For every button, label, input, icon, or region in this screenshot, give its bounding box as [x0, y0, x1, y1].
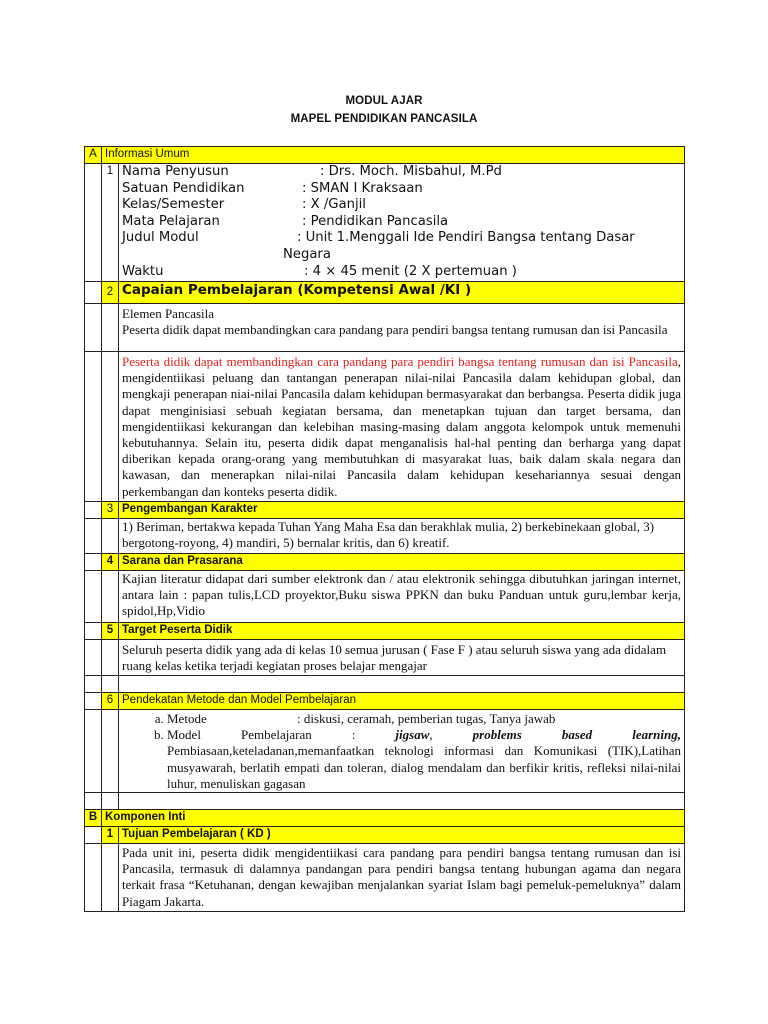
- capaian-header-row: [85, 282, 685, 304]
- item-number: 1: [102, 827, 119, 844]
- info-row-class: [122, 197, 681, 214]
- karakter-text: 1) Beriman, bertakwa kepada Tuhan Yang Maha Esa dan berakhlak mulia, 2) berkebinekaan global, 3) bergotong-royong, 4) mandiri, 5) bernalar kritis, dan 6) kreatif.: [119, 519, 685, 554]
- info-value: : Drs. Moch. Misbahul, M.Pd: [320, 164, 502, 179]
- section-b-title: Komponen Inti: [102, 810, 685, 827]
- section-a-header-row: [85, 147, 685, 164]
- item-number: 6: [102, 693, 119, 710]
- info-row-school: [122, 181, 681, 198]
- capaian-paragraph-row: [85, 352, 685, 502]
- info-value: Negara: [283, 246, 331, 262]
- tujuan-header-row: [85, 827, 685, 844]
- target-title: Target Peserta Didik: [119, 623, 685, 640]
- metode-item: [167, 711, 681, 727]
- elemen-row: [85, 304, 685, 352]
- section-b-header-row: [85, 810, 685, 827]
- info-label: Kelas/Semester: [122, 197, 225, 213]
- general-info-row: [85, 164, 685, 282]
- general-info-block: [119, 164, 685, 282]
- elemen-description: Peserta didik dapat membandingkan cara pandang para pendiri bangsa tentang rumusan dan isi Pancasila: [122, 322, 668, 338]
- item-number: 2: [102, 282, 119, 304]
- target-row: [85, 640, 685, 676]
- tujuan-row: [85, 844, 685, 912]
- info-row-subject: [122, 214, 681, 231]
- item-number: 1: [102, 164, 119, 282]
- sarana-row: [85, 571, 685, 623]
- capaian-paragraph: [119, 352, 685, 502]
- pendekatan-header-row: [85, 693, 685, 710]
- elemen-title: Elemen Pancasila: [122, 306, 215, 321]
- info-row-time: [122, 264, 681, 281]
- module-table: [84, 146, 685, 912]
- info-value: : 4 × 45 menit (2 X pertemuan ): [304, 263, 517, 279]
- document-title: MODUL AJAR: [345, 95, 423, 107]
- empty-row: [85, 793, 685, 810]
- info-label: Mata Pelajaran: [122, 213, 220, 229]
- info-label: Nama Penyusun: [122, 164, 229, 179]
- document-subtitle: MAPEL PENDIDIKAN PANCASILA: [290, 113, 478, 125]
- section-a-title: Informasi Umum: [102, 147, 685, 164]
- section-a-letter: A: [85, 147, 102, 164]
- item-number: 4: [102, 554, 119, 571]
- model-separator: ,: [429, 727, 433, 743]
- tujuan-text: Pada unit ini, peserta didik mengidentiikasi cara pandang para pendiri bangsa tentang rumusan dan isi Pancasila, termasuk di dalamnya pandangan para pendiri bangsa tentang hubungan agama dan negara terkait frasa “Ketuhanan, dengan kewajiban menjalankan syariat Islam bagi pemeluk-pemeluknya” dalam Piagam Jakarta.: [119, 844, 685, 912]
- pendekatan-block: [119, 710, 685, 793]
- elemen-block: [119, 304, 685, 352]
- metode-label: Metode: [167, 711, 207, 726]
- model-item: b. Model Pembelajaran : jigsaw, problems based learning, Pembiasaan,keteladanan,memanfaatkan teknologi informasi dan Komunikasi (TIK),Latihan musyawarah, berlatih empati dan toleran, dialog mendalam dan berfikir kritis, refleksi nilai-nilai luhur, menuliskan gagasan: [167, 727, 681, 792]
- item-number: 5: [102, 623, 119, 640]
- pendekatan-title: Pendekatan Metode dan Model Pembelajaran: [119, 693, 685, 710]
- karakter-row: [85, 519, 685, 554]
- info-label: Satuan Pendidikan: [122, 180, 245, 196]
- info-label: Waktu: [122, 263, 164, 279]
- target-text: Seluruh peserta didik yang ada di kelas 10 semua jurusan ( Fase F ) atau seluruh siswa yang ada didalam ruang kelas ketika terjadi kegiatan proses belajar mengajar: [119, 640, 685, 676]
- sarana-header-row: [85, 554, 685, 571]
- capaian-text: , mengidentiikasi peluang dan tantangan penerapan nilai-nilai Pancasila dalam kehidupan global, dan mengkaji penerapan niai-nilai Pancasila dalam kehidupan bermasyarakat dan berbangsa. Peserta didik juga dapat menginisiasi sebuah kegiatan bersama, dan menetapkan tujuan dan target bersama, dan mengidentiikasi kekurangan dan kelebihan masing-masing dalam anggota kelompok untuk memenuhi kebutuhannya. Selain itu, peserta didik dapat menganalisis hal-hal penting dan berharga yang dapat diberikan kepada orang-orang yang membutuhkan di masyarakat luas, baik dalam skala negara dan kawasan, dan menerapkan nilai-nilai Pancasila dalam kehidupan kesehariannya sesuai dengan perkembangan dan konteks peserta didik.: [122, 354, 681, 499]
- section-b-letter: B: [85, 810, 102, 827]
- empty-row: [85, 676, 685, 693]
- item-number: 3: [102, 502, 119, 519]
- tujuan-title: Tujuan Pembelajaran ( KD ): [119, 827, 685, 844]
- info-label: Judul Modul: [122, 230, 199, 246]
- info-value: : X /Ganjil: [302, 197, 366, 213]
- sarana-title: Sarana dan Prasarana: [119, 554, 685, 571]
- karakter-header-row: [85, 502, 685, 519]
- pendekatan-row: [85, 710, 685, 793]
- info-row-module: [122, 230, 681, 247]
- metode-value: : diskusi, ceramah, pemberian tugas, Tanya jawab: [297, 711, 556, 726]
- info-row-author: [122, 164, 681, 181]
- info-row-module-cont: [122, 247, 681, 264]
- info-value: : Pendidikan Pancasila: [302, 213, 449, 229]
- capaian-title: Capaian Pembelajaran (Kompetensi Awal /KI ): [119, 282, 685, 304]
- target-header-row: [85, 623, 685, 640]
- info-value: : SMAN I Kraksaan: [302, 180, 423, 196]
- karakter-title: Pengembangan Karakter: [119, 502, 685, 519]
- info-value: : Unit 1.Menggali Ide Pendiri Bangsa tentang Dasar: [297, 230, 635, 246]
- model-jigsaw: jigsaw: [395, 727, 430, 743]
- capaian-highlight: Peserta didik dapat membandingkan cara pandang para pendiri bangsa tentang rumusan dan isi Pancasila: [122, 354, 678, 369]
- model-description: Pembiasaan,keteladanan,memanfaatkan teknologi informasi dan Komunikasi (TIK),Latihan musyawarah, berlatih empati dan toleran, dialog mendalam dan berfikir kritis, refleksi nilai-nilai luhur, menuliskan gagasan: [167, 743, 681, 791]
- sarana-text: Kajian literatur didapat dari sumber elektronk dan / atau elektronik sehingga dibutuhkan jaringan internet, antara lain : papan tulis,LCD proyektor,Buku siswa PPKN dan buku Panduan untuk guru,lembar kerja, spidol,Hp,Vidio: [119, 571, 685, 623]
